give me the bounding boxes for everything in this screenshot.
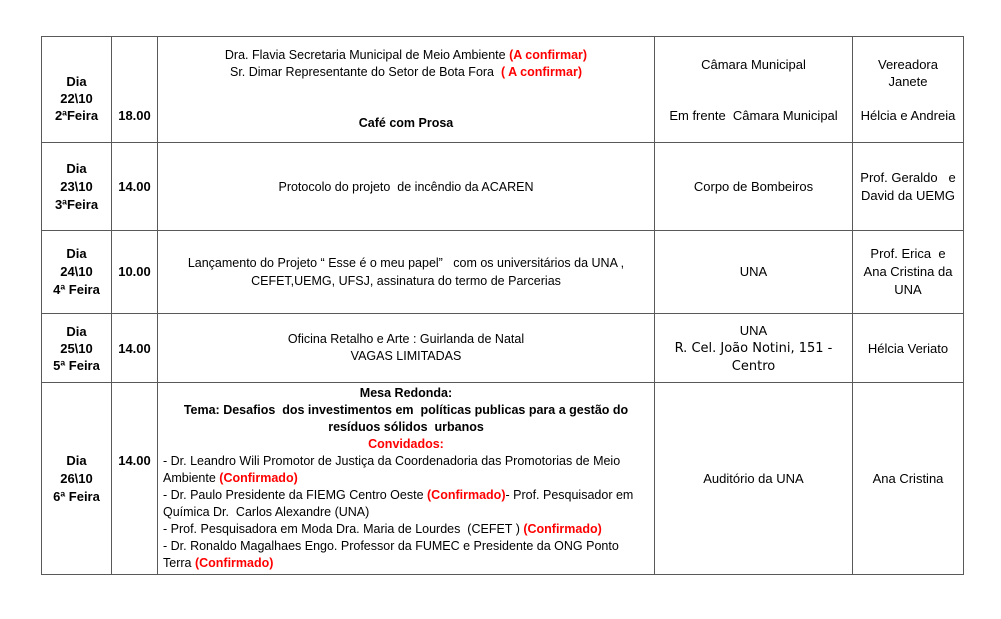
cell-day bbox=[42, 231, 112, 314]
cell-line bbox=[658, 357, 849, 375]
cell-line bbox=[45, 340, 108, 357]
cell-line bbox=[163, 453, 649, 470]
cell-line bbox=[163, 538, 649, 555]
text-segment: 23\10 bbox=[60, 178, 93, 194]
text-segment: resíduos sólidos urbanos bbox=[328, 420, 484, 434]
cell-line bbox=[163, 272, 649, 290]
cell-line bbox=[658, 470, 849, 488]
text-segment: Terra bbox=[163, 556, 195, 570]
text-segment: 5ª Feira bbox=[53, 357, 100, 373]
cell-line bbox=[658, 56, 849, 73]
cell-description bbox=[158, 383, 655, 574]
cell-line bbox=[163, 331, 649, 348]
cell-line bbox=[45, 160, 108, 178]
cell-line bbox=[115, 452, 154, 470]
text-segment: - Dr. Paulo Presidente da FIEMG Centro Oeste bbox=[163, 488, 428, 502]
cell-line bbox=[856, 187, 960, 205]
cell-line bbox=[163, 98, 649, 115]
cell-line bbox=[658, 322, 849, 339]
cell-line bbox=[163, 470, 649, 487]
cell-line bbox=[856, 56, 960, 73]
text-segment: 3ªFeira bbox=[54, 196, 99, 212]
cell-time bbox=[112, 231, 158, 314]
text-segment: Câmara Municipal bbox=[701, 56, 806, 72]
status-text: (Confirmado) bbox=[523, 522, 602, 536]
cell-line bbox=[45, 357, 108, 374]
text-segment: 26\10 bbox=[60, 470, 93, 486]
cell-line bbox=[163, 47, 649, 64]
cell-line bbox=[163, 555, 649, 572]
text-segment: UNA bbox=[739, 264, 768, 279]
cell-line bbox=[163, 419, 649, 436]
text-segment: Hélcia e Andreia bbox=[860, 107, 956, 123]
cell-line bbox=[856, 169, 960, 187]
cell-line bbox=[163, 115, 649, 132]
text-segment: 2ªFeira bbox=[54, 107, 99, 123]
text-segment: 6ª Feira bbox=[53, 488, 100, 504]
cell-line bbox=[163, 348, 649, 365]
cell-line bbox=[163, 385, 649, 402]
cell-line bbox=[45, 470, 108, 488]
cell-day bbox=[42, 314, 112, 383]
text-segment: Ana Cristina bbox=[872, 470, 944, 486]
cell-time bbox=[112, 314, 158, 383]
table-row bbox=[42, 37, 963, 143]
cell-line bbox=[115, 90, 154, 107]
cell-line bbox=[115, 178, 154, 196]
cell-day bbox=[42, 37, 112, 143]
table-row bbox=[42, 314, 963, 383]
cell-line bbox=[115, 56, 154, 73]
cell-line bbox=[45, 452, 108, 470]
cell-line bbox=[45, 90, 108, 107]
cell-line bbox=[45, 323, 108, 340]
text-segment: - Prof. Pesquisador em bbox=[505, 488, 634, 502]
text-segment: Café com Prosa bbox=[358, 116, 454, 130]
text-segment: Em frente Câmara Municipal bbox=[669, 107, 838, 123]
cell-description bbox=[158, 143, 655, 231]
cell-line bbox=[856, 245, 960, 263]
text-segment: UNA bbox=[739, 322, 768, 338]
cell-line bbox=[658, 73, 849, 90]
text-segment: CEFET,UEMG, UFSJ, assinatura do termo de Parcerias bbox=[251, 274, 561, 288]
cell-line bbox=[658, 90, 849, 107]
text-segment: R. Cel. João Notini, 151 - bbox=[674, 340, 833, 356]
text-segment: Dia bbox=[66, 73, 87, 89]
cell-line bbox=[163, 504, 649, 521]
cell-line bbox=[163, 254, 649, 272]
text-segment: Oficina Retalho e Arte : Guirlanda de Natal bbox=[287, 332, 525, 346]
cell-time bbox=[112, 143, 158, 231]
text-segment: Dia bbox=[66, 452, 87, 468]
cell-location bbox=[655, 143, 853, 231]
table-row bbox=[42, 383, 963, 574]
text-segment: Janete bbox=[888, 73, 928, 89]
cell-time bbox=[112, 383, 158, 574]
text-segment: Dia bbox=[66, 160, 87, 176]
schedule-table bbox=[41, 36, 964, 575]
text-segment: Química Dr. Carlos Alexandre (UNA) bbox=[163, 505, 370, 519]
cell-description bbox=[158, 37, 655, 143]
text-segment: Ana Cristina da bbox=[863, 264, 953, 279]
text-segment: 22\10 bbox=[60, 90, 93, 106]
cell-line bbox=[163, 64, 649, 81]
cell-location bbox=[655, 231, 853, 314]
cell-line bbox=[45, 196, 108, 214]
cell-line bbox=[163, 81, 649, 98]
cell-line bbox=[658, 178, 849, 196]
text-segment: 4ª Feira bbox=[53, 282, 100, 297]
cell-line bbox=[856, 340, 960, 357]
cell-line bbox=[45, 73, 108, 90]
cell-line bbox=[115, 488, 154, 506]
cell-line bbox=[45, 263, 108, 281]
text-segment: Lançamento do Projeto “ Esse é o meu papel” com os universitários da UNA , bbox=[187, 256, 625, 270]
cell-line bbox=[45, 245, 108, 263]
text-segment: Sr. Dimar Representante do Setor de Bota Fora bbox=[229, 65, 501, 79]
text-segment: 14.00 bbox=[118, 452, 151, 468]
table-row bbox=[42, 231, 963, 314]
text-segment: - Dr. Leandro Wili Promotor de Justiça da Coordenadoria das Promotorias de Meio bbox=[163, 454, 621, 468]
cell-line bbox=[163, 402, 649, 419]
status-text: (Confirmado) bbox=[219, 471, 298, 485]
cell-line bbox=[45, 56, 108, 73]
status-text: (Confirmado) bbox=[194, 556, 274, 570]
text-segment: - Prof. Pesquisadora em Moda Dra. Maria de Lourdes (CEFET ) bbox=[163, 522, 524, 536]
text-segment: Auditório da UNA bbox=[703, 470, 804, 486]
cell-people bbox=[853, 314, 963, 383]
text-segment: Corpo de Bombeiros bbox=[693, 178, 814, 194]
cell-location bbox=[655, 37, 853, 143]
cell-people bbox=[853, 37, 963, 143]
text-segment: - Dr. Ronaldo Magalhaes Engo. Professor da FUMEC e Presidente da ONG Ponto bbox=[163, 539, 619, 553]
text-segment: Prof. Geraldo e bbox=[860, 169, 956, 185]
cell-line bbox=[163, 487, 649, 504]
cell-line bbox=[45, 107, 108, 124]
cell-line bbox=[856, 90, 960, 107]
text-segment: Mesa Redonda: bbox=[359, 386, 453, 400]
cell-people bbox=[853, 231, 963, 314]
text-segment: Centro bbox=[731, 358, 776, 374]
cell-line bbox=[658, 339, 849, 357]
cell-day bbox=[42, 143, 112, 231]
text-segment: Protocolo do projeto de incêndio da ACAREN bbox=[278, 179, 534, 194]
cell-line bbox=[856, 281, 960, 299]
cell-line bbox=[115, 263, 154, 281]
cell-line bbox=[115, 470, 154, 488]
cell-line bbox=[163, 178, 649, 196]
text-segment: 18.00 bbox=[118, 107, 151, 123]
text-segment: 14.00 bbox=[118, 178, 151, 194]
status-text: ( A confirmar) bbox=[500, 65, 582, 79]
text-segment: Dia bbox=[66, 323, 87, 339]
text-segment: David da UEMG bbox=[861, 187, 955, 203]
text-segment: Ambiente bbox=[163, 471, 220, 485]
cell-location bbox=[655, 314, 853, 383]
text-segment: Tema: Desafios dos investimentos em políticas publicas para a gestão do bbox=[183, 403, 629, 417]
cell-line bbox=[45, 281, 108, 299]
cell-line bbox=[115, 73, 154, 90]
text-segment: Dra. Flavia Secretaria Municipal de Meio Ambiente bbox=[224, 48, 510, 62]
cell-line bbox=[163, 521, 649, 538]
cell-line bbox=[856, 73, 960, 90]
text-segment: Dia bbox=[66, 246, 87, 261]
text-segment: Prof. Erica e bbox=[870, 246, 946, 261]
cell-location bbox=[655, 383, 853, 574]
status-text: (A confirmar) bbox=[509, 48, 588, 62]
status-text: (Confirmado) bbox=[427, 488, 506, 502]
text-segment: Vereadora bbox=[878, 56, 938, 72]
cell-line bbox=[658, 263, 849, 281]
cell-line bbox=[115, 107, 154, 124]
cell-line bbox=[163, 436, 649, 453]
text-segment: 10.00 bbox=[118, 264, 151, 279]
text-segment: Hélcia Veriato bbox=[867, 340, 949, 356]
cell-line bbox=[856, 470, 960, 488]
text-segment: 24\10 bbox=[60, 264, 93, 279]
cell-line bbox=[115, 340, 154, 357]
text-segment: 14.00 bbox=[118, 340, 151, 356]
cell-line bbox=[45, 178, 108, 196]
cell-description bbox=[158, 231, 655, 314]
cell-people bbox=[853, 383, 963, 574]
text-segment: UNA bbox=[894, 282, 922, 297]
cell-description bbox=[158, 314, 655, 383]
status-text: Convidados: bbox=[368, 437, 444, 451]
text-segment: 25\10 bbox=[60, 340, 93, 356]
table-row bbox=[42, 143, 963, 231]
cell-people bbox=[853, 143, 963, 231]
cell-line bbox=[856, 263, 960, 281]
cell-line bbox=[45, 488, 108, 506]
cell-line bbox=[658, 107, 849, 124]
cell-day bbox=[42, 383, 112, 574]
cell-time bbox=[112, 37, 158, 143]
text-segment: VAGAS LIMITADAS bbox=[350, 349, 462, 363]
cell-line bbox=[856, 107, 960, 124]
